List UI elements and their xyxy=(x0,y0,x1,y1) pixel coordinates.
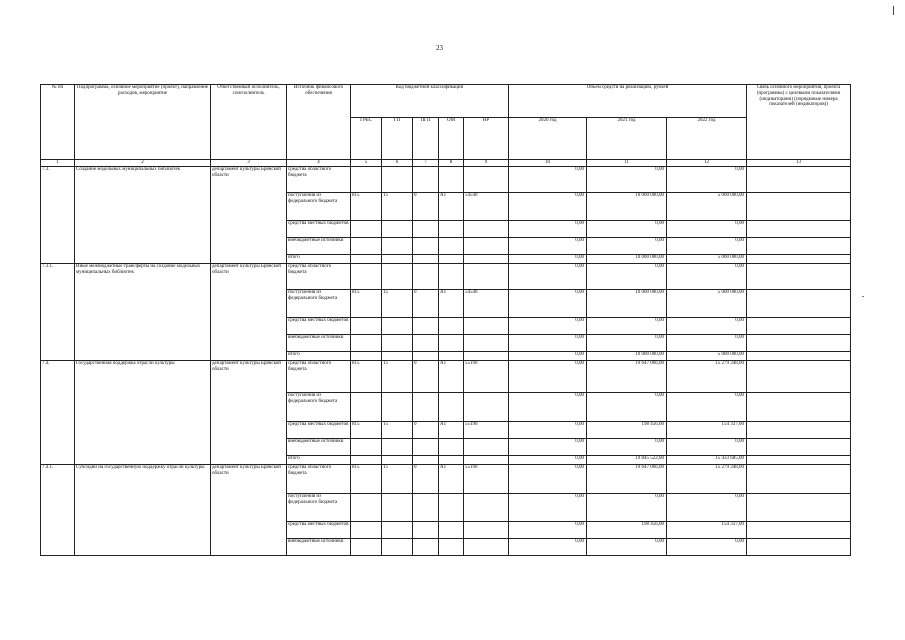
funding-source: средства областного бюджета xyxy=(287,361,351,393)
funding-source: итого xyxy=(287,352,351,361)
bk-code-pgp xyxy=(413,335,439,352)
amount-y2021: 10 000 000,00 xyxy=(587,255,667,264)
funding-source: средства местных бюджетов xyxy=(287,318,351,335)
bk-code-pgp: 0 xyxy=(413,361,439,393)
amount-y2021: 10 000 000,00 xyxy=(587,352,667,361)
item-executor: департамент культуры Брянской области xyxy=(211,361,287,465)
header-no: № пп xyxy=(41,85,75,160)
bk-code-pgp xyxy=(413,255,439,264)
bk-code-grbs xyxy=(351,167,382,193)
amount-y2022: 0,00 xyxy=(667,238,747,255)
item-number: 7.4.1. xyxy=(41,465,75,556)
amount-y2021: 0,00 xyxy=(587,318,667,335)
item-name: Субсидии на государственную поддержку отрасли культуры xyxy=(75,465,211,556)
bk-code-gp: 15 xyxy=(382,422,413,439)
bk-code-pgp xyxy=(413,221,439,238)
indicator-link xyxy=(747,193,851,221)
indicator-link xyxy=(747,522,851,539)
indicator-link xyxy=(747,539,851,556)
bk-code-om xyxy=(439,238,464,255)
funding-source: средства областного бюджета xyxy=(287,167,351,193)
header-nr: НР xyxy=(464,118,509,160)
bk-code-grbs: 815 xyxy=(351,290,382,318)
bk-code-grbs xyxy=(351,264,382,290)
indicator-link xyxy=(747,494,851,522)
amount-y2022: 5 000 000,00 xyxy=(667,255,747,264)
bk-code-grbs: 815 xyxy=(351,193,382,221)
amount-y2022: 0,00 xyxy=(667,264,747,290)
bk-code-nr: 55190 xyxy=(464,422,509,439)
header-link: Связь основного мероприятия, проекта (программы) с целевыми показателями (индикаторами) (порядковые номера показателей (индикаторов)) xyxy=(747,85,851,160)
bk-code-pgp xyxy=(413,494,439,522)
amount-y2022: 0,00 xyxy=(667,494,747,522)
column-number: 13 xyxy=(747,160,851,167)
bk-code-pgp xyxy=(413,264,439,290)
bk-code-om: A1 xyxy=(439,361,464,393)
bk-code-gp xyxy=(382,221,413,238)
funding-source: внебюджетные источники xyxy=(287,335,351,352)
amount-y2021: 19 647 066,00 xyxy=(587,465,667,494)
header-program: Подпрограмма, основное мероприятие (проект), направление расходов, мероприятие xyxy=(75,85,211,160)
bk-code-pgp xyxy=(413,522,439,539)
item-executor: департамент культуры Брянской области xyxy=(211,264,287,361)
bk-code-grbs xyxy=(351,221,382,238)
header-year-2021: 2021 год xyxy=(587,118,667,160)
scan-speck xyxy=(862,296,864,297)
bk-code-nr xyxy=(464,494,509,522)
amount-y2022: 15 433 685,00 xyxy=(667,456,747,465)
amount-y2021: 0,00 xyxy=(587,264,667,290)
table-row xyxy=(41,465,851,494)
bk-code-grbs xyxy=(351,456,382,465)
funding-source: средства областного бюджета xyxy=(287,465,351,494)
bk-code-om xyxy=(439,352,464,361)
funding-source: средства местных бюджетов xyxy=(287,522,351,539)
item-name: Создание модельных муниципальных библиотек xyxy=(75,167,211,264)
item-number: 7.3. xyxy=(41,167,75,264)
amount-y2022: 154 337,00 xyxy=(667,422,747,439)
bk-code-grbs xyxy=(351,352,382,361)
bk-code-grbs: 815 xyxy=(351,422,382,439)
indicator-link xyxy=(747,456,851,465)
column-number: 8 xyxy=(439,160,464,167)
bk-code-nr xyxy=(464,539,509,556)
bk-code-gp xyxy=(382,539,413,556)
amount-y2020: 0,00 xyxy=(509,264,587,290)
funding-source: внебюджетные источники xyxy=(287,539,351,556)
amount-y2020: 0,00 xyxy=(509,255,587,264)
item-executor: департамент культуры Брянской области xyxy=(211,465,287,556)
column-number: 7 xyxy=(413,160,439,167)
amount-y2020: 0,00 xyxy=(509,494,587,522)
amount-y2020: 0,00 xyxy=(509,539,587,556)
page-number: 23 xyxy=(436,44,443,52)
amount-y2022: 5 000 000,00 xyxy=(667,290,747,318)
bk-code-gp xyxy=(382,255,413,264)
item-number: 7.3.1. xyxy=(41,264,75,361)
amount-y2020: 0,00 xyxy=(509,352,587,361)
amount-y2020: 0,00 xyxy=(509,361,587,393)
amount-y2021: 10 000 000,00 xyxy=(587,290,667,318)
budget-table xyxy=(40,84,851,556)
header-bk: Код бюджетной классификации xyxy=(351,85,509,118)
column-number: 10 xyxy=(509,160,587,167)
column-number-row xyxy=(41,160,851,167)
bk-code-om: A1 xyxy=(439,193,464,221)
bk-code-grbs xyxy=(351,335,382,352)
column-number: 9 xyxy=(464,160,509,167)
bk-code-gp: 15 xyxy=(382,193,413,221)
amount-y2022: 0,00 xyxy=(667,539,747,556)
bk-code-grbs xyxy=(351,494,382,522)
bk-code-pgp xyxy=(413,167,439,193)
amount-y2020: 0,00 xyxy=(509,318,587,335)
bk-code-gp: 15 xyxy=(382,290,413,318)
amount-y2021: 0,00 xyxy=(587,439,667,456)
bk-code-grbs xyxy=(351,439,382,456)
bk-code-pgp: 0 xyxy=(413,290,439,318)
bk-code-pgp xyxy=(413,393,439,422)
amount-y2021: 0,00 xyxy=(587,393,667,422)
indicator-link xyxy=(747,352,851,361)
indicator-link xyxy=(747,393,851,422)
table-body xyxy=(41,160,851,556)
bk-code-nr xyxy=(464,522,509,539)
amount-y2020: 0,00 xyxy=(509,193,587,221)
bk-code-nr xyxy=(464,238,509,255)
bk-code-om: A1 xyxy=(439,422,464,439)
item-number: 7.4. xyxy=(41,361,75,465)
table-row xyxy=(41,361,851,393)
amount-y2022: 0,00 xyxy=(667,221,747,238)
indicator-link xyxy=(747,167,851,193)
bk-code-grbs xyxy=(351,238,382,255)
header-gp: ГП xyxy=(382,118,413,160)
bk-code-om xyxy=(439,318,464,335)
bk-code-gp xyxy=(382,494,413,522)
bk-code-om xyxy=(439,439,464,456)
bk-code-gp xyxy=(382,352,413,361)
bk-code-gp xyxy=(382,318,413,335)
column-number: 3 xyxy=(211,160,287,167)
amount-y2022: 0,00 xyxy=(667,167,747,193)
amount-y2020: 0,00 xyxy=(509,290,587,318)
bk-code-nr xyxy=(464,393,509,422)
column-number: 11 xyxy=(587,160,667,167)
amount-y2020: 0,00 xyxy=(509,422,587,439)
header-grbs: ГРБС xyxy=(351,118,382,160)
indicator-link xyxy=(747,335,851,352)
funding-source: поступления из федерального бюджета xyxy=(287,393,351,422)
amount-y2020: 0,00 xyxy=(509,221,587,238)
bk-code-gp xyxy=(382,522,413,539)
column-number: 4 xyxy=(287,160,351,167)
bk-code-grbs xyxy=(351,255,382,264)
indicator-link xyxy=(747,255,851,264)
amount-y2021: 198 456,00 xyxy=(587,522,667,539)
bk-code-grbs xyxy=(351,522,382,539)
bk-code-pgp xyxy=(413,439,439,456)
amount-y2021: 0,00 xyxy=(587,539,667,556)
bk-code-om xyxy=(439,522,464,539)
amount-y2021: 0,00 xyxy=(587,167,667,193)
indicator-link xyxy=(747,465,851,494)
funding-source: средства местных бюджетов xyxy=(287,221,351,238)
bk-code-nr: 55190 xyxy=(464,361,509,393)
bk-code-grbs xyxy=(351,539,382,556)
amount-y2020: 0,00 xyxy=(509,522,587,539)
bk-code-pgp: 0 xyxy=(413,465,439,494)
header-om: ОМ xyxy=(439,118,464,160)
header-executor: Ответственный исполнитель, соисполнитель xyxy=(211,85,287,160)
amount-y2021: 10 000 000,00 xyxy=(587,193,667,221)
amount-y2022: 0,00 xyxy=(667,318,747,335)
funding-source: внебюджетные источники xyxy=(287,238,351,255)
bk-code-om xyxy=(439,221,464,238)
indicator-link xyxy=(747,439,851,456)
bk-code-nr xyxy=(464,264,509,290)
funding-source: внебюджетные источники xyxy=(287,439,351,456)
funding-source: поступления из федерального бюджета xyxy=(287,290,351,318)
amount-y2020: 0,00 xyxy=(509,456,587,465)
bk-code-nr xyxy=(464,439,509,456)
bk-code-nr: 54540 xyxy=(464,193,509,221)
column-number: 12 xyxy=(667,160,747,167)
header-volume: Объём средств на реализацию, рублей xyxy=(509,85,747,118)
bk-code-om: A1 xyxy=(439,290,464,318)
amount-y2022: 5 000 000,00 xyxy=(667,193,747,221)
amount-y2022: 0,00 xyxy=(667,439,747,456)
funding-source: итого xyxy=(287,456,351,465)
bk-code-om: A1 xyxy=(439,465,464,494)
bk-code-om xyxy=(439,264,464,290)
bk-code-gp xyxy=(382,238,413,255)
amount-y2020: 0,00 xyxy=(509,335,587,352)
bk-code-nr xyxy=(464,221,509,238)
amount-y2021: 0,00 xyxy=(587,335,667,352)
bk-code-gp xyxy=(382,167,413,193)
item-name: Государственная поддержка отрасли культуры xyxy=(75,361,211,465)
table-header xyxy=(41,85,851,160)
bk-code-pgp xyxy=(413,456,439,465)
indicator-link xyxy=(747,290,851,318)
funding-source: средства областного бюджета xyxy=(287,264,351,290)
bk-code-pgp xyxy=(413,539,439,556)
indicator-link xyxy=(747,221,851,238)
funding-source: средства местных бюджетов xyxy=(287,422,351,439)
bk-code-nr xyxy=(464,352,509,361)
amount-y2020: 0,00 xyxy=(509,167,587,193)
page-edge-mark xyxy=(893,6,894,15)
amount-y2021: 0,00 xyxy=(587,238,667,255)
bk-code-grbs xyxy=(351,318,382,335)
amount-y2021: 198 456,00 xyxy=(587,422,667,439)
item-name: Иные межбюджетные трансферты на создание модельных муниципальных библиотек xyxy=(75,264,211,361)
indicator-link xyxy=(747,422,851,439)
funding-source: поступления из федерального бюджета xyxy=(287,494,351,522)
amount-y2020: 0,00 xyxy=(509,238,587,255)
bk-code-pgp: 0 xyxy=(413,193,439,221)
bk-code-pgp xyxy=(413,238,439,255)
table-row xyxy=(41,167,851,193)
bk-code-nr xyxy=(464,255,509,264)
header-source: Источник финансового обеспечения xyxy=(287,85,351,160)
indicator-link xyxy=(747,318,851,335)
amount-y2022: 15 279 348,00 xyxy=(667,465,747,494)
indicator-link xyxy=(747,361,851,393)
bk-code-nr: 55190 xyxy=(464,465,509,494)
table-row xyxy=(41,264,851,290)
column-number: 2 xyxy=(75,160,211,167)
header-year-2020: 2020 год xyxy=(509,118,587,160)
indicator-link xyxy=(747,238,851,255)
bk-code-pgp xyxy=(413,352,439,361)
header-year-2022: 2022 год xyxy=(667,118,747,160)
bk-code-gp xyxy=(382,335,413,352)
item-executor: департамент культуры Брянской области xyxy=(211,167,287,264)
bk-code-nr xyxy=(464,456,509,465)
amount-y2020: 0,00 xyxy=(509,393,587,422)
bk-code-om xyxy=(439,255,464,264)
amount-y2022: 5 000 000,00 xyxy=(667,352,747,361)
amount-y2021: 19 647 066,00 xyxy=(587,361,667,393)
bk-code-gp: 15 xyxy=(382,465,413,494)
bk-code-grbs xyxy=(351,393,382,422)
bk-code-gp xyxy=(382,456,413,465)
bk-code-om xyxy=(439,494,464,522)
amount-y2021: 0,00 xyxy=(587,494,667,522)
bk-code-nr xyxy=(464,318,509,335)
bk-code-om xyxy=(439,335,464,352)
bk-code-nr: 54540 xyxy=(464,290,509,318)
amount-y2022: 0,00 xyxy=(667,335,747,352)
amount-y2021: 19 845 522,00 xyxy=(587,456,667,465)
amount-y2021: 0,00 xyxy=(587,221,667,238)
amount-y2022: 0,00 xyxy=(667,393,747,422)
bk-code-om xyxy=(439,539,464,556)
indicator-link xyxy=(747,264,851,290)
amount-y2020: 0,00 xyxy=(509,465,587,494)
bk-code-nr xyxy=(464,335,509,352)
column-number: 6 xyxy=(382,160,413,167)
amount-y2022: 154 337,00 xyxy=(667,522,747,539)
bk-code-pgp: 0 xyxy=(413,422,439,439)
bk-code-grbs: 815 xyxy=(351,465,382,494)
bk-code-gp xyxy=(382,393,413,422)
column-number: 5 xyxy=(351,160,382,167)
funding-source: поступления из федерального бюджета xyxy=(287,193,351,221)
column-number: 1 xyxy=(41,160,75,167)
header-pgp: ПГП xyxy=(413,118,439,160)
bk-code-gp xyxy=(382,439,413,456)
bk-code-pgp xyxy=(413,318,439,335)
bk-code-gp xyxy=(382,264,413,290)
amount-y2020: 0,00 xyxy=(509,439,587,456)
bk-code-gp: 15 xyxy=(382,361,413,393)
bk-code-nr xyxy=(464,167,509,193)
bk-code-grbs: 815 xyxy=(351,361,382,393)
bk-code-om xyxy=(439,456,464,465)
amount-y2022: 15 279 348,00 xyxy=(667,361,747,393)
bk-code-om xyxy=(439,167,464,193)
funding-source: итого xyxy=(287,255,351,264)
bk-code-om xyxy=(439,393,464,422)
